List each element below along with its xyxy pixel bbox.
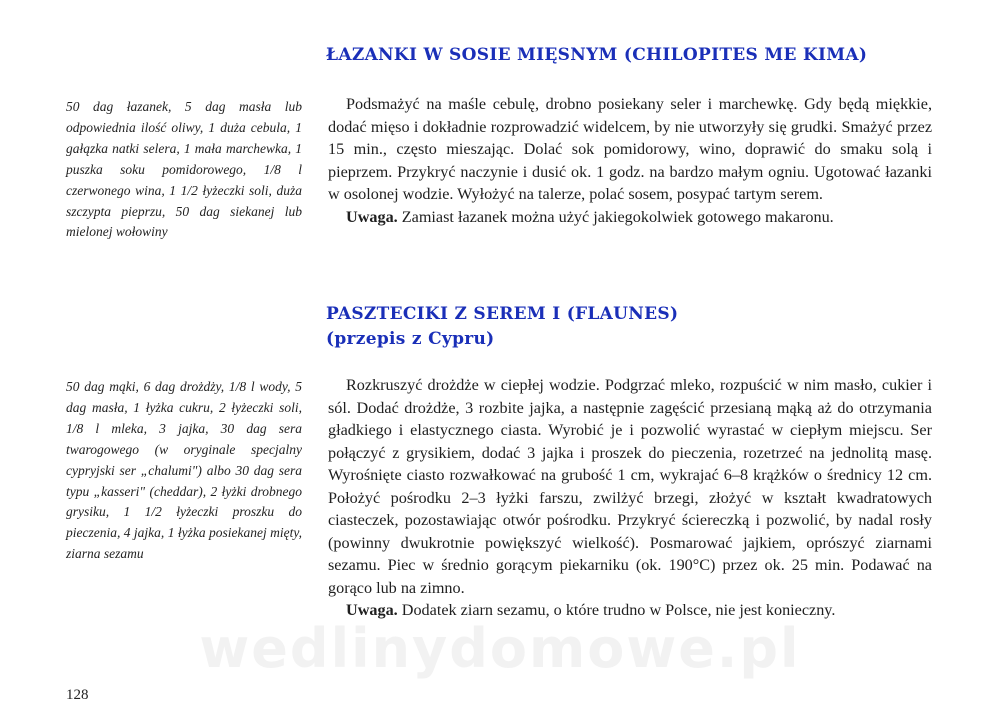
recipe2-note-label: Uwaga.: [346, 601, 398, 619]
recipe1-body: [328, 93, 932, 228]
recipe2-subtitle: (przepis z Cypru): [326, 329, 495, 349]
recipe1-title: ŁAZANKI W SOSIE MIĘSNYM (CHILOPITES ME KIMA): [326, 45, 868, 65]
watermark: wedlinydomowe.pl: [199, 617, 801, 680]
recipe1-note-label: Uwaga.: [346, 207, 398, 226]
recipe2-title: PASZTECIKI Z SEREM I (FLAUNES): [326, 304, 679, 324]
recipe1-note: [328, 206, 932, 229]
page-number: 128: [66, 687, 89, 703]
recipe2-note: [328, 599, 932, 622]
recipe1-note-text: Zamiast łazanek można użyć jakiegokolwiek gotowego makaronu.: [401, 207, 834, 226]
recipe2-instructions: Rozkruszyć drożdże w ciepłej wodzie. Podgrzać mleko, rozpuścić w nim masło, cukier i sól. Dodać drożdże, 3 rozbite jajka, a następnie zagęścić przesianą mąką aż do otrzymania gładkiego i elastycznego ciasta. Wyrobić je i pozwolić wyrastać w ciepłym miejscu. Ser połączyć z grysikiem, dodać 3 jajka i proszek do pieczenia, rozetrzeć na jednolitą masę. Wyrośnięte ciasto rozwałkować na grubość 1 cm, wykrajać 6–8 krążków o średnicy 12 cm. Położyć pośrodku 2–3 łyżki farszu, zwilżyć brzegi, złożyć w kształt kwadratowych ciasteczek, pozostawiając otwór pośrodku. Przykryć ściereczką i pozwolić, by nadal rosły (powinny dwukrotnie powiększyć wielkość). Posmarować jajkiem, oprószyć ziarnami sezamu. Piec w średnio gorącym piekarniku (ok. 190°C) przez ok. 25 min. Podawać na gorąco lub na zimno.: [328, 376, 932, 597]
recipe1-ingredients: 50 dag łazanek, 5 dag masła lub odpowiednia ilość oliwy, 1 duża cebula, 1 gałązka natki selera, 1 mała marchewka, 1 puszka soku pomidorowego, 1/8 l czerwonego wina, 1 1/2 łyżeczki soli, duża szczypta pieprzu, 50 dag siekanej lub mielonej wołowiny: [66, 99, 302, 240]
recipe2-body: [328, 374, 932, 622]
recipe2-note-text: Dodatek ziarn sezamu, o które trudno w Polsce, nie jest konieczny.: [401, 601, 836, 619]
recipe1-instructions: Podsmażyć na maśle cebulę, drobno posiekany seler i marchewkę. Gdy będą miękkie, dodać mięso i dokładnie rozprowadzić widelcem, by nie utworzyły się grudki. Smażyć przez 15 min., często mieszając. Dolać sok pomidorowy, wino, doprawić do smaku solą i pieprzem. Przykryć naczynie i dusić ok. 1 godz. na bardzo małym ogniu. Ugotować łazanki w osolonej wodzie. Wyłożyć na talerze, polać sosem, posypać tartym serem.: [328, 95, 932, 203]
recipe2-ingredients: 50 dag mąki, 6 dag drożdży, 1/8 l wody, 5 dag masła, 1 łyżka cukru, 2 łyżeczki soli, 1/8 l mleka, 3 jajka, 30 dag sera twarogowego (w oryginale specjalny cypryjski ser „chalumi") albo 30 dag sera typu „kasseri" (cheddar), 2 łyżki drobnego grysiku, 1 1/2 łyżeczki proszku do pieczenia, 4 jajka, 1 łyżka posiekanej mięty, ziarna sezamu: [66, 379, 302, 562]
